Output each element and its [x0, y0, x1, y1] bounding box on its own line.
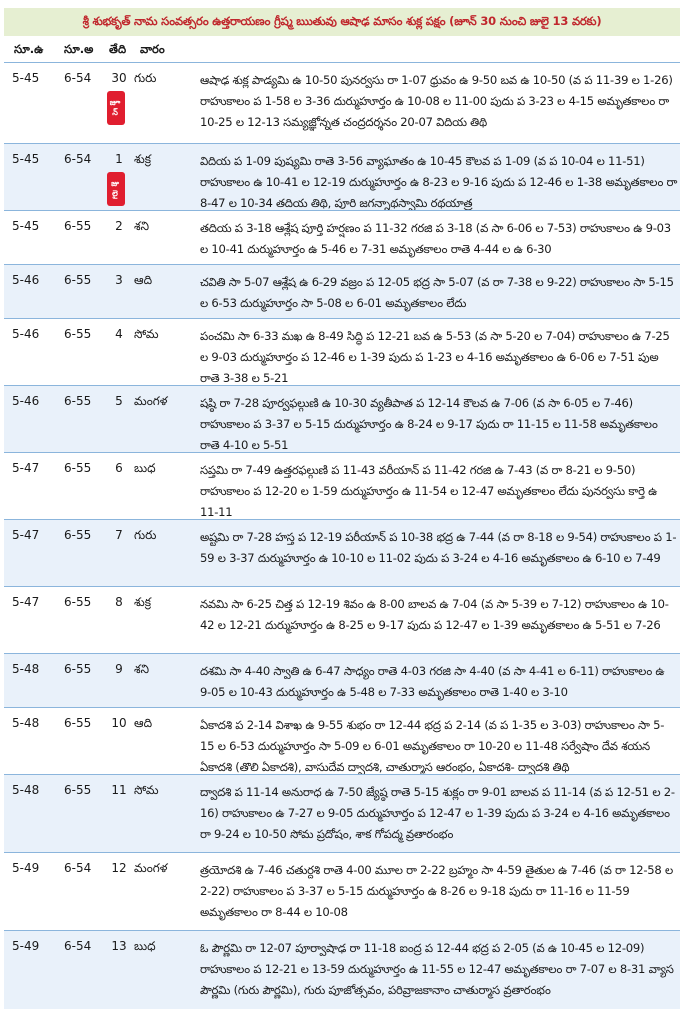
sunrise-cell: 5-46 — [12, 327, 40, 341]
table-row — [4, 318, 680, 385]
date-cell: 8 — [115, 595, 123, 609]
day-cell: ఆది — [134, 273, 153, 287]
sunrise-cell: 5-46 — [12, 394, 40, 408]
row-details: ఓ పౌర్ణమి రా 12-07 పూర్వాషాఢ రా 11-18 ఐంద్ర ప 12-44 భద్ర ప 2-05 (వ ఉ 10-45 ల 12-09) రాహుకాలం ప 12-21 ల 13-59 దుర్ముహూర్తం ఉ 11-55 ల 12-47 అమృతకాలం రా 7-07 ల 8-31 వ్యాస పౌర్ణమి (గురు పౌర్ణమి), గురు పూజోత్సవం, పరివ్రాజకానాం చాతుర్మాస వ్రతారంభం — [200, 941, 674, 997]
sunrise-cell: 5-45 — [12, 219, 40, 233]
row-details: త్రయోదశి ఉ 7-46 చతుర్దశి రాతె 4-00 మూల రా 2-22 బ్రహ్మం సా 4-59 తైతుల ఉ 7-46 (వ రా 12-58 ల 2-22) రాహుకాలం ప 3-37 ల 5-15 దుర్ముహూర్తం ఉ 8-26 ల 9-18 పుదు రా 11-16 ల 11-59 అమృతకాలం రా 8-44 ల 10-08 — [200, 863, 673, 919]
day-cell: సోమ — [134, 783, 159, 797]
row-details: ఏకాదశి ప 2-14 విశాఖ ఉ 9-55 శుభం రా 12-44 భద్ర ప 2-14 (వ ప 1-35 ల 3-03) రాహుకాలం సా 5-15 ల 6-53 దుర్ముహూర్తం సా 5-09 ల 6-01 అమృతకాలం రా 10-20 ల 11-48 సర్వేషాం దేవ శయన ఏకాదశి (తొలి ఏకాదశి), వాసుదేవ ద్వాదశి, చాతుర్మాస ఆరంభం, ఏకాదశి- ద్వాదశి తిథి — [200, 718, 665, 774]
row-details: అష్టమి రా 7-28 హస్త ప 12-19 పరీయాన్ ప 10-38 భద్ర ఉ 7-44 (వ రా 8-18 ల 9-54) రాహుకాలం ప 1-59 ల 3-37 దుర్ముహూర్తం ఉ 10-10 ల 11-02 పుదు ప 3-24 ల 4-16 అమృతకాలం ఉ 6-10 ల 7-49 — [200, 530, 677, 565]
table-header — [4, 36, 680, 62]
sunset-cell: 6-55 — [64, 783, 92, 797]
date-cell: 5 — [115, 394, 123, 408]
header-date: తేది — [109, 42, 127, 56]
row-details: చవితి సా 5-07 ఆశ్లేష ఉ 6-29 వజ్రం ప 12-05 భద్ర సా 5-07 (వ రా 7-38 ల 9-22) రాహుకాలం సా 5-15 ల 6-53 దుర్ముహూర్తం సా 5-08 ల 6-01 అమృతకాలం లేదు — [200, 275, 674, 310]
header-day: వారం — [140, 42, 165, 56]
table-row — [4, 385, 680, 452]
sunset-cell: 6-55 — [64, 528, 92, 542]
sunset-cell: 6-54 — [64, 861, 92, 875]
table-row — [4, 774, 680, 852]
almanac-table — [4, 62, 680, 1009]
day-cell: గురు — [134, 528, 157, 542]
row-details: పంచమి సా 6-33 మఖ ఉ 8-49 సిద్ధి ప 12-21 బవ ఉ 5-53 (వ సా 5-20 ల 7-04) రాహుకాలం ఉ 7-25 ల 9-03 దుర్ముహూర్తం ప 12-46 ల 1-39 పుదు ప 1-23 ల 4-16 అమృతకాలం ఉ 6-06 ల 7-51 పుఅ రాతె 3-38 ల 5-21 — [200, 329, 670, 385]
sunrise-cell: 5-45 — [12, 71, 40, 85]
sunrise-cell: 5-49 — [12, 939, 40, 953]
day-cell: మంగళ — [134, 861, 168, 875]
day-cell: గురు — [134, 71, 157, 85]
sunrise-cell: 5-48 — [12, 783, 40, 797]
sunset-cell: 6-55 — [64, 394, 92, 408]
sunrise-cell: 5-48 — [12, 716, 40, 730]
date-cell: 30 — [111, 71, 127, 85]
sunset-cell: 6-55 — [64, 662, 92, 676]
row-details: తదియ ప 3-18 ఆశ్లేష పూర్తి హర్షణం ప 11-32 గరజి ప 3-18 (వ సా 6-06 ల 7-53) రాహుకాలం ఉ 9-03 ల 10-41 దుర్ముహూర్తం ఉ 5-46 ల 7-31 అమృతకాలం రాతె 4-44 ల ఉ 6-30 — [200, 221, 671, 256]
sunset-cell: 6-54 — [64, 152, 92, 166]
sunrise-cell: 5-47 — [12, 528, 40, 542]
table-row — [4, 62, 680, 143]
date-cell: 6 — [115, 461, 123, 475]
month-badge: జులై — [107, 172, 125, 206]
day-cell: శని — [134, 662, 150, 676]
row-details: దశమి సా 4-40 స్వాతి ఉ 6-47 సాధ్యం రాతె 4-03 గరజి సా 4-40 (వ సా 4-41 ల 6-11) రాహుకాలం ఉ 9-05 ల 10-43 దుర్ముహూర్తం ఉ 5-48 ల 7-33 అమృతకాలం రాతె 1-40 ల 3-10 — [200, 664, 665, 699]
sunset-cell: 6-55 — [64, 716, 92, 730]
sunrise-cell: 5-48 — [12, 662, 40, 676]
row-details: సప్తమి రా 7-49 ఉత్తరఫల్గుణి ప 11-43 వరీయాన్ ప 11-42 గరజి ఉ 7-43 (వ రా 8-21 ల 9-50) రాహుకాలం ప 12-20 ల 1-59 దుర్ముహూర్తం ఉ 11-54 ల 12-47 అమృతకాలం లేదు పునర్వసు కార్తె ఉ 11-11 — [200, 463, 658, 519]
row-details: ద్వాదశి ప 11-14 అనురాధ ఉ 7-50 జ్యేష్ఠ రాతె 5-15 శుక్లం రా 9-01 బాలవ ప 11-14 (వ ప 12-51 ల 2-16) రాహుకాలం ఉ 7-27 ల 9-05 దుర్ముహూర్తం ప 12-47 ల 1-39 పుదు ప 3-24 ల 4-16 అమృతకాలం రా 9-24 ల 10-50 సోమ ప్రదోషం, శాక గోపద్మ వ్రతారంభం — [200, 785, 675, 841]
row-details: నవమి సా 6-25 చిత్త ప 12-19 శివం ఉ 8-00 బాలవ ఉ 7-04 (వ సా 5-39 ల 7-12) రాహుకాలం ఉ 10-42 ల 12-21 దుర్ముహూర్తం ఉ 8-25 ల 9-17 పుదు ప 12-47 ల 1-39 అమృతకాలం ఉ 5-51 ల 7-26 — [200, 597, 669, 632]
day-cell: శుక్ర — [134, 595, 152, 609]
date-cell: 10 — [111, 716, 127, 730]
table-row — [4, 852, 680, 930]
date-cell: 9 — [115, 662, 123, 676]
day-cell: బుధ — [134, 939, 156, 953]
day-cell: శని — [134, 219, 150, 233]
date-cell: 7 — [115, 528, 123, 542]
row-details: షష్ఠి రా 7-28 పూర్వఫల్గుణి ఉ 10-30 వ్యతీపాత ప 12-14 కౌలవ ఉ 7-06 (వ సా 6-05 ల 7-46) రాహుకాలం ప 3-37 ల 5-15 దుర్ముహూర్తం ఉ 8-24 ల 9-17 పుదు రా 11-15 ల 11-58 అమృతకాలం రాతె 4-10 ల 5-51 — [200, 396, 658, 452]
month-badge: జూన్ — [107, 91, 125, 125]
row-details: ఆషాఢ శుక్ల పాడ్యమి ఉ 10-50 పునర్వసు రా 1-07 ధ్రువం ఉ 9-50 బవ ఉ 10-50 (వ ప 11-39 ల 1-26) రాహుకాలం ప 1-58 ల 3-36 దుర్ముహూర్తం ఉ 10-08 ల 11-00 పుదు ప 3-23 ల 4-15 అమృతకాలం రా 10-25 ల 12-13 సమ్యజ్ఞోన్నత చంద్రదర్శనం 20-07 విదియ తిథి — [200, 73, 673, 129]
table-row — [4, 264, 680, 318]
table-row — [4, 707, 680, 774]
day-cell: శుక్ర — [134, 152, 152, 166]
table-row — [4, 930, 680, 1009]
sunset-cell: 6-54 — [64, 71, 92, 85]
table-row — [4, 452, 680, 519]
sunset-cell: 6-55 — [64, 595, 92, 609]
date-cell: 4 — [115, 327, 123, 341]
day-cell: మంగళ — [134, 394, 168, 408]
sunset-cell: 6-55 — [64, 219, 92, 233]
sunset-cell: 6-55 — [64, 273, 92, 287]
sunset-cell: 6-55 — [64, 461, 92, 475]
row-details: విదియ ప 1-09 పుష్యమి రాతె 3-56 వ్యాఘాతం ఉ 10-45 కౌలవ ప 1-09 (వ ప 10-04 ల 11-51) రాహుకాలం ఉ 10-41 ల 12-19 దుర్ముహూర్తం ఉ 8-23 ల 9-16 పుదు ప 12-46 ల 1-38 అమృతకాలం రా 8-47 ల 10-34 తదియ తిథి, పూరి జగన్నాథస్వామి రథయాత్ర — [200, 154, 678, 210]
day-cell: బుధ — [134, 461, 156, 475]
date-cell: 12 — [111, 861, 127, 875]
date-cell: 1 — [115, 152, 123, 166]
sunrise-cell: 5-47 — [12, 461, 40, 475]
table-row — [4, 143, 680, 210]
sunrise-cell: 5-45 — [12, 152, 40, 166]
date-cell: 11 — [111, 783, 127, 797]
table-row — [4, 210, 680, 264]
table-row — [4, 519, 680, 586]
sunrise-cell: 5-46 — [12, 273, 40, 287]
header-sunrise: సూ.ఉ — [14, 42, 44, 56]
date-cell: 2 — [115, 219, 123, 233]
sunset-cell: 6-54 — [64, 939, 92, 953]
sunset-cell: 6-55 — [64, 327, 92, 341]
day-cell: ఆది — [134, 716, 153, 730]
day-cell: సోమ — [134, 327, 159, 341]
sunrise-cell: 5-49 — [12, 861, 40, 875]
date-cell: 3 — [115, 273, 123, 287]
date-cell: 13 — [111, 939, 127, 953]
page-title: శ్రీ శుభకృత్ నామ సంవత్సరం ఉత్తరాయణం గ్రీష్మ ఋతువు ఆషాఢ మాసం శుక్ల పక్షం (జూన్ 30 నుంచి జులై 13 వరకు) — [4, 8, 680, 36]
table-row — [4, 653, 680, 707]
sunrise-cell: 5-47 — [12, 595, 40, 609]
table-row — [4, 586, 680, 653]
header-sunset: సూ.అ — [64, 42, 94, 56]
